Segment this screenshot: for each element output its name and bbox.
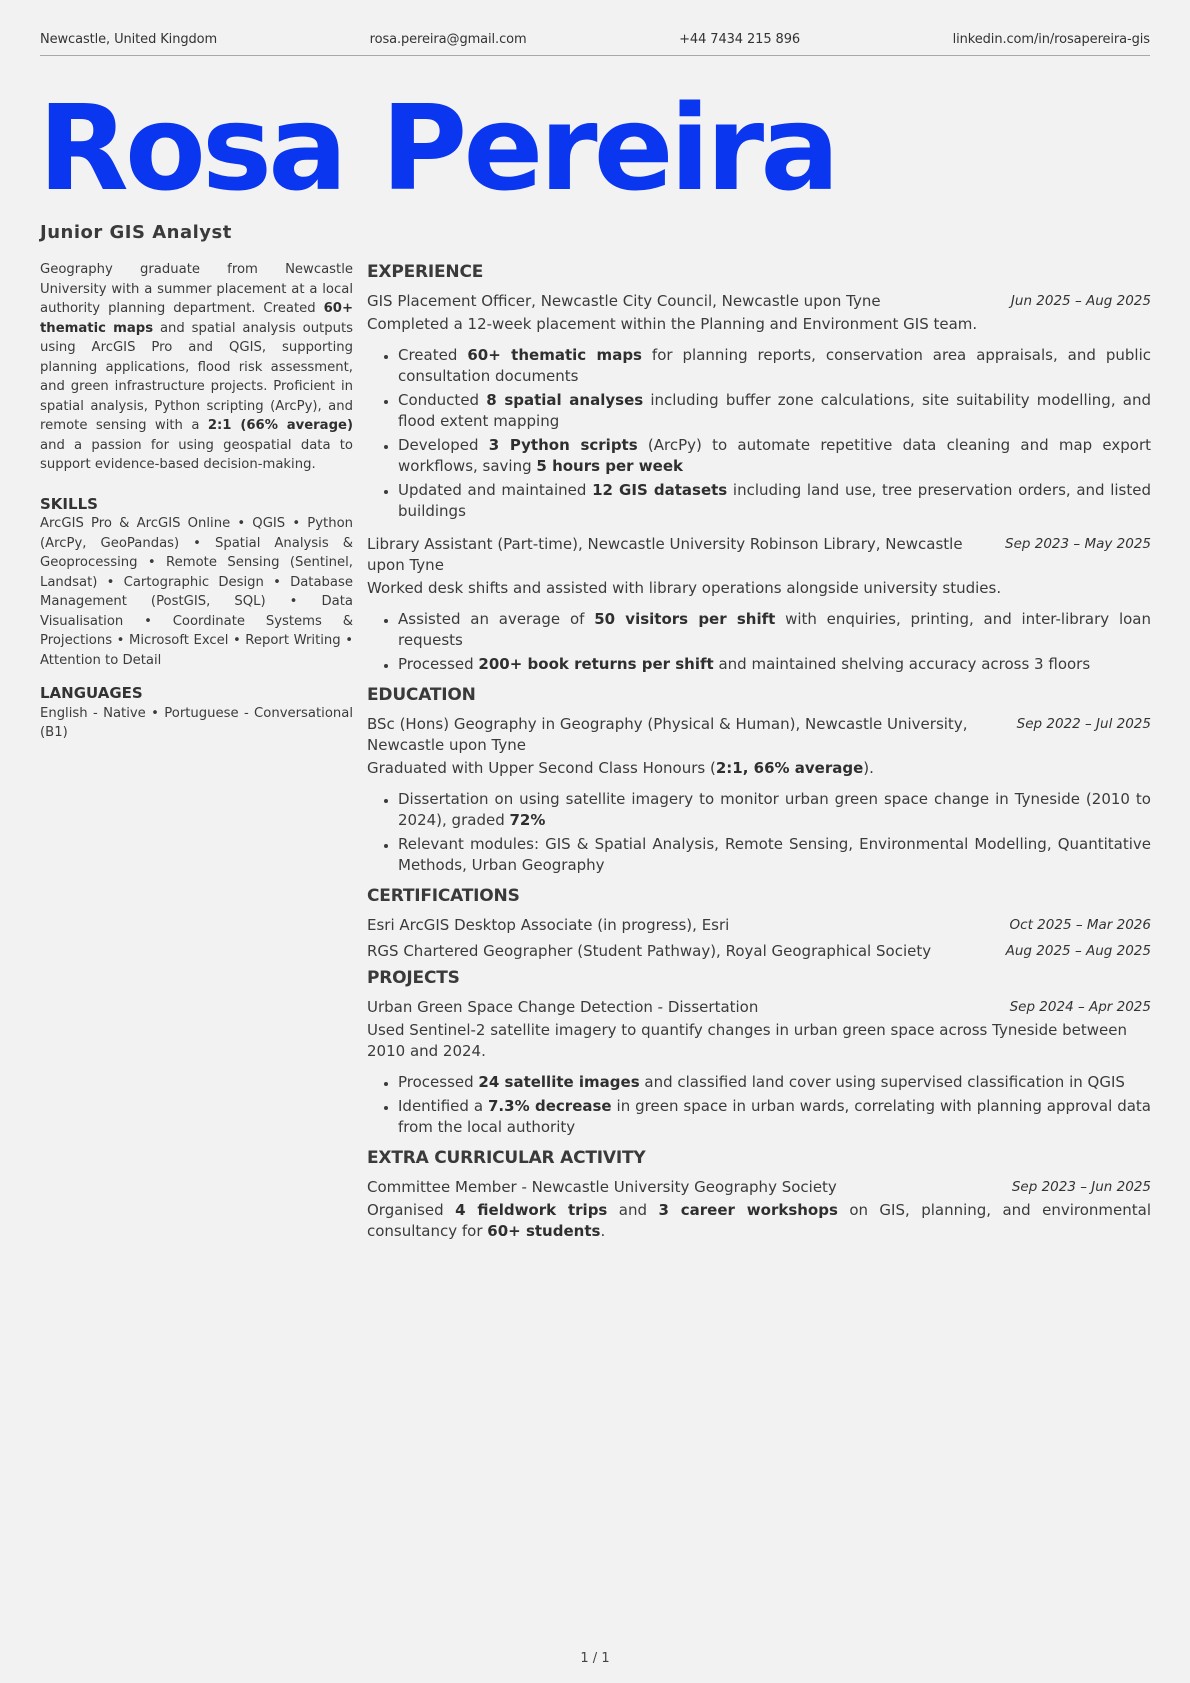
contact-bar [40, 32, 1150, 56]
extracurricular-heading: EXTRA CURRICULAR ACTIVITY [367, 1148, 646, 1168]
education-section [367, 685, 1151, 876]
job-date: Jun 2025 – Aug 2025 [1010, 293, 1151, 309]
job-date: Sep 2023 – May 2025 [1005, 536, 1151, 552]
contact-linkedin[interactable]: linkedin.com/in/rosapereira-gis [952, 32, 1150, 47]
summary-text: and spatial analysis outputs using ArcGIS Pro and QGIS, supporting planning applications, flood risk assessment, and green infrastructure projects. Proficient in spatial analysis, Python scripting (ArcPy), and remote sensing with a [40, 320, 353, 433]
extracurricular-section [367, 1148, 1151, 1242]
bullet: • Updated and maintained 12 GIS datasets including land use, tree preservation orders, and listed buildings [398, 480, 1151, 522]
summary [40, 260, 353, 475]
bullet: • Relevant modules: GIS & Spatial Analysis, Remote Sensing, Environmental Modelling, Quantitative Methods, Urban Geography [398, 834, 1151, 876]
project-date: Sep 2024 – Apr 2025 [1009, 999, 1151, 1015]
bullet: • Processed 24 satellite images and classified land cover using supervised classification in QGIS [398, 1072, 1151, 1093]
education-description: Graduated with Upper Second Class Honours (2:1, 66% average). [367, 759, 874, 777]
bullet: • Processed 200+ book returns per shift and maintained shelving accuracy across 3 floors [398, 654, 1151, 675]
experience-section [367, 262, 1151, 675]
left-column [40, 260, 353, 743]
certifications-heading: CERTIFICATIONS [367, 886, 520, 906]
project-title: Urban Green Space Change Detection - Dissertation [367, 998, 759, 1016]
projects-heading: PROJECTS [367, 968, 460, 988]
job-description: Completed a 12-week placement within the Planning and Environment GIS team. [367, 315, 978, 333]
education-bullets [367, 789, 1151, 876]
contact-location: Newcastle, United Kingdom [40, 32, 218, 47]
summary-text: and a passion for using geospatial data to support evidence-based decision-making. [40, 437, 353, 472]
certification-date: Oct 2025 – Mar 2026 [1009, 917, 1151, 933]
job-entry [367, 291, 1151, 522]
bullet: • Identified a 7.3% decrease in green space in urban wards, correlating with planning approval data from the local authority [398, 1096, 1151, 1138]
job-bullets [367, 345, 1151, 522]
activity-title: Committee Member - Newcastle University Geography Society [367, 1178, 837, 1196]
certification-item [367, 941, 1151, 962]
experience-heading: EXPERIENCE [367, 262, 484, 282]
education-date: Sep 2022 – Jul 2025 [1016, 716, 1151, 732]
job-description: Worked desk shifts and assisted with library operations alongside university studies. [367, 579, 1002, 597]
bullet: • Assisted an average of 50 visitors per shift with enquiries, printing, and inter-library loan requests [398, 609, 1151, 651]
summary-highlight: 2:1 (66% average) [207, 418, 353, 433]
bullet: • Dissertation on using satellite imagery to monitor urban green space change in Tyneside (2010 to 2024), graded 72% [398, 789, 1151, 831]
page-number: 1 / 1 [580, 1651, 610, 1666]
projects-section [367, 968, 1151, 1138]
skills-list: ArcGIS Pro & ArcGIS Online • QGIS • Python (ArcPy, GeoPandas) • Spatial Analysis & Geoprocessing • Remote Sensing (Sentinel, Landsat) • Cartographic Design • Database Management (PostGIS, SQL) • Data Visualisation • Coordinate Systems & Projections • Microsoft Excel • Report Writing • Attention to Detail [40, 516, 353, 668]
summary-highlight: 60+ thematic maps [40, 301, 353, 336]
job-entry [367, 534, 1151, 675]
right-column [367, 262, 1151, 1242]
project-bullets [367, 1072, 1151, 1138]
summary-text: Geography graduate from Newcastle University with a summer placement at a local authority planning department. Created [40, 262, 353, 316]
skills-heading: SKILLS [40, 494, 98, 513]
bullet: • Developed 3 Python scripts (ArcPy) to automate repetitive data cleaning and map export workflows, saving 5 hours per week [398, 435, 1151, 477]
languages-list: English - Native • Portuguese - Conversational (B1) [40, 705, 353, 740]
certification-item [367, 915, 1151, 936]
job-title-line: GIS Placement Officer, Newcastle City Council, Newcastle upon Tyne [367, 292, 881, 310]
certification-date: Aug 2025 – Aug 2025 [1005, 943, 1151, 959]
languages-heading: LANGUAGES [40, 684, 143, 702]
contact-email[interactable]: rosa.pereira@gmail.com [369, 32, 527, 47]
bullet: • Created 60+ thematic maps for planning reports, conservation area appraisals, and public consultation documents [398, 345, 1151, 387]
degree-line: BSc (Hons) Geography in Geography (Physical & Human), Newcastle University, Newcastle upon Tyne [367, 715, 968, 754]
project-description: Used Sentinel-2 satellite imagery to quantify changes in urban green space across Tyneside between 2010 and 2024. [367, 1021, 1127, 1060]
contact-phone: +44 7434 215 896 [679, 32, 801, 47]
education-heading: EDUCATION [367, 685, 476, 705]
activity-description: Organised 4 fieldwork trips and 3 career workshops on GIS, planning, and environmental consultancy for 60+ students. [367, 1201, 1151, 1240]
bullet: • Conducted 8 spatial analyses including buffer zone calculations, site suitability modelling, and flood extent mapping [398, 390, 1151, 432]
job-title: Junior GIS Analyst [40, 222, 232, 243]
candidate-name: Rosa Pereira [38, 79, 836, 217]
job-bullets [367, 609, 1151, 675]
job-title-line: Library Assistant (Part-time), Newcastle University Robinson Library, Newcastle upon Tyne [367, 535, 963, 574]
activity-date: Sep 2023 – Jun 2025 [1011, 1179, 1151, 1195]
certifications-section [367, 886, 1151, 962]
certification-name: RGS Chartered Geographer (Student Pathway), Royal Geographical Society [367, 942, 932, 960]
certification-name: Esri ArcGIS Desktop Associate (in progress), Esri [367, 916, 730, 934]
